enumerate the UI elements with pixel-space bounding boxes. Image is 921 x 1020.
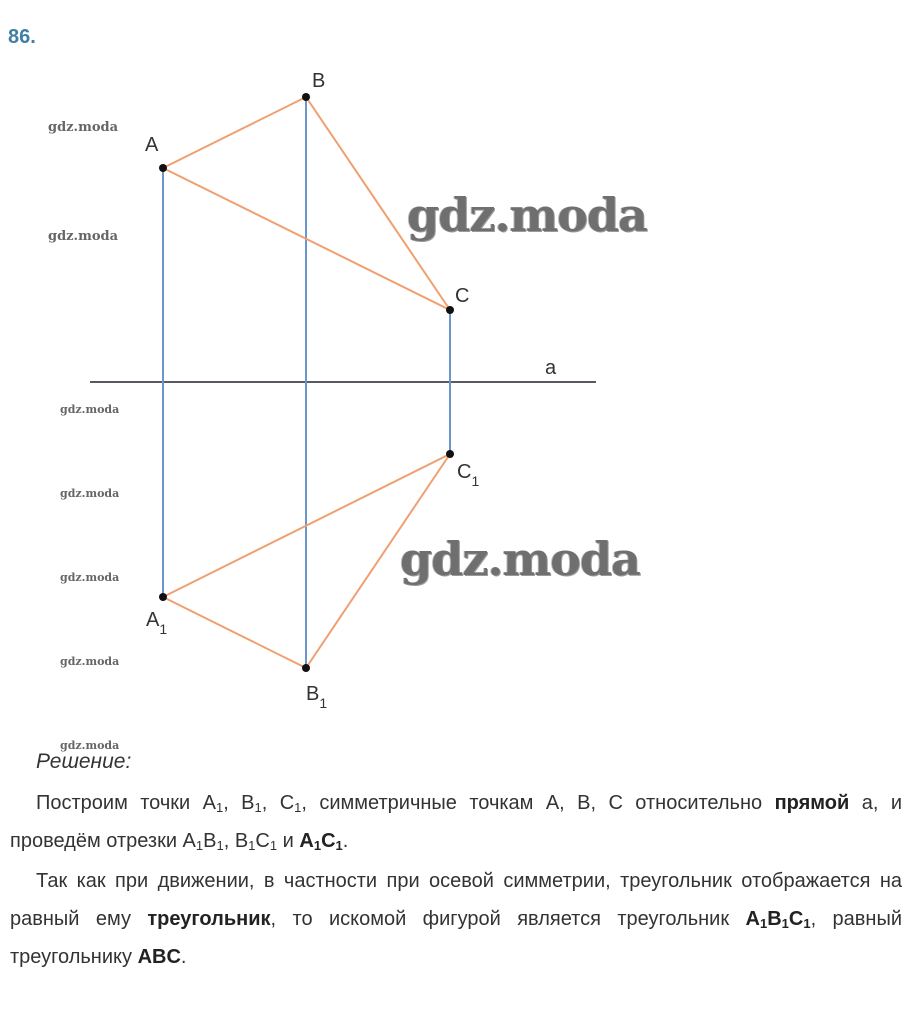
watermark: gdz.moda [60, 739, 120, 752]
bold-triangle-a1b1c1: $A_1B_1C_1$ [745, 908, 811, 931]
solution-title: Решение: [36, 750, 132, 773]
label-c: C [455, 285, 470, 307]
problem-number: 86. [8, 26, 36, 48]
solution-paragraph-2: Так как при движении, в частности при осевой симметрии, треугольник отображается на равный ему треугольник, то искомой фигурой является треугольник $A_1B_1C_1$, равный треугольнику ABC. [10, 870, 902, 968]
bold-triangle-abc: ABC [137, 946, 181, 968]
bold-term: прямой [774, 792, 850, 814]
point-b1 [302, 664, 310, 672]
watermark: gdz.moda [60, 655, 120, 668]
watermark: gdz.moda [48, 120, 119, 135]
watermark: gdz.moda [48, 229, 119, 244]
bold-segment: $A_1C_1$ [299, 830, 343, 853]
watermark-large: gdz.moda [407, 188, 647, 242]
solution-paragraph-1: Построим точки $A_1$, $B_1$, $C_1$, симметричные точкам A, B, C относительно прямой a, и проведём отрезки $A_1B_1$, $B_1C_1$ и $A_1C_1$. [10, 792, 902, 853]
point-b [302, 93, 310, 101]
watermark: gdz.moda [60, 403, 120, 416]
watermark-large: gdz.moda [400, 532, 640, 586]
label-b: B [312, 70, 326, 92]
point-a1 [159, 593, 167, 601]
bold-term: треугольник [147, 908, 271, 930]
point-a [159, 164, 167, 172]
label-line-a: a [545, 357, 557, 379]
watermark: gdz.moda [60, 571, 120, 584]
label-c1: $C_1$ [457, 461, 480, 489]
label-a: A [145, 134, 159, 156]
point-c [446, 306, 454, 314]
label-a1: $A_1$ [146, 609, 168, 637]
point-c1 [446, 450, 454, 458]
label-b1: $B_1$ [306, 683, 328, 711]
watermark: gdz.moda [60, 487, 120, 500]
